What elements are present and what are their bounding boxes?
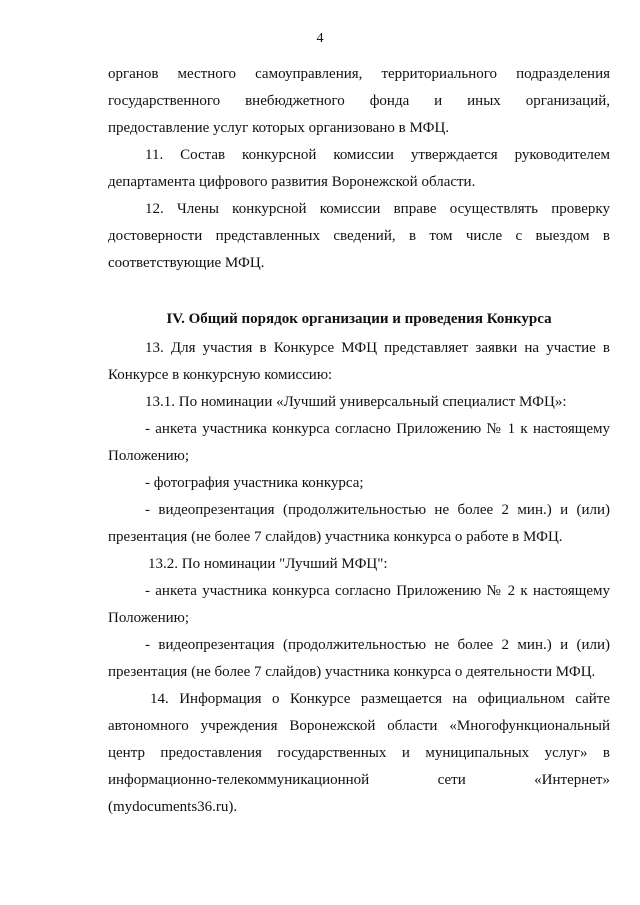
paragraph-line: автономного учреждения Воронежской области «Многофункциональный: [108, 718, 610, 734]
paragraph-line: информационно-телекоммуникационной сети «Интернет»: [108, 772, 610, 788]
page-number: 4: [316, 31, 324, 46]
section-heading: IV. Общий порядок организации и проведения Конкурса: [166, 311, 552, 327]
document-body: [108, 61, 610, 821]
paragraph-line: - анкета участника конкурса согласно Приложению № 2 к настоящему: [145, 583, 610, 599]
paragraph-line: соответствующие МФЦ.: [108, 255, 265, 271]
paragraph-line: презентация (не более 7 слайдов) участника конкурса о деятельности МФЦ.: [108, 664, 596, 680]
paragraph-line: Конкурсе в конкурсную комиссию:: [108, 367, 333, 383]
paragraph-line: достоверности представленных сведений, в том числе с выездом в: [108, 228, 610, 244]
paragraph-line: 13.1. По номинации «Лучший универсальный специалист МФЦ»:: [145, 394, 567, 410]
paragraph-line: - анкета участника конкурса согласно Приложению № 1 к настоящему: [145, 421, 610, 437]
paragraph-line: центр предоставления государственных и муниципальных услуг» в: [108, 745, 610, 761]
paragraph-line: 14. Информация о Конкурсе размещается на официальном сайте: [150, 691, 610, 707]
paragraph-line: - фотография участника конкурса;: [145, 475, 364, 491]
paragraph-line: департамента цифрового развития Воронежской области.: [108, 174, 476, 190]
paragraph-line: 12. Члены конкурсной комиссии вправе осуществлять проверку: [145, 201, 610, 217]
paragraph-line: - видеопрезентация (продолжительностью не более 2 мин.) и (или): [145, 502, 610, 518]
paragraph-line: (mydocuments36.ru).: [108, 799, 238, 815]
paragraph-line: 11. Состав конкурсной комиссии утверждается руководителем: [145, 147, 610, 163]
paragraph-line: презентация (не более 7 слайдов) участника конкурса о работе в МФЦ.: [108, 529, 563, 545]
paragraph-line: предоставление услуг которых организовано в МФЦ.: [108, 120, 450, 136]
paragraph-line: государственного внебюджетного фонда и иных организаций,: [108, 93, 610, 109]
paragraph-line: Положению;: [108, 610, 189, 626]
paragraph-line: 13.2. По номинации "Лучший МФЦ":: [148, 556, 388, 572]
paragraph-line: 13. Для участия в Конкурсе МФЦ представляет заявки на участие в: [145, 340, 610, 356]
paragraph-line: Положению;: [108, 448, 189, 464]
paragraph-line: - видеопрезентация (продолжительностью не более 2 мин.) и (или): [145, 637, 610, 653]
paragraph-line: органов местного самоуправления, территориального подразделения: [108, 66, 610, 82]
